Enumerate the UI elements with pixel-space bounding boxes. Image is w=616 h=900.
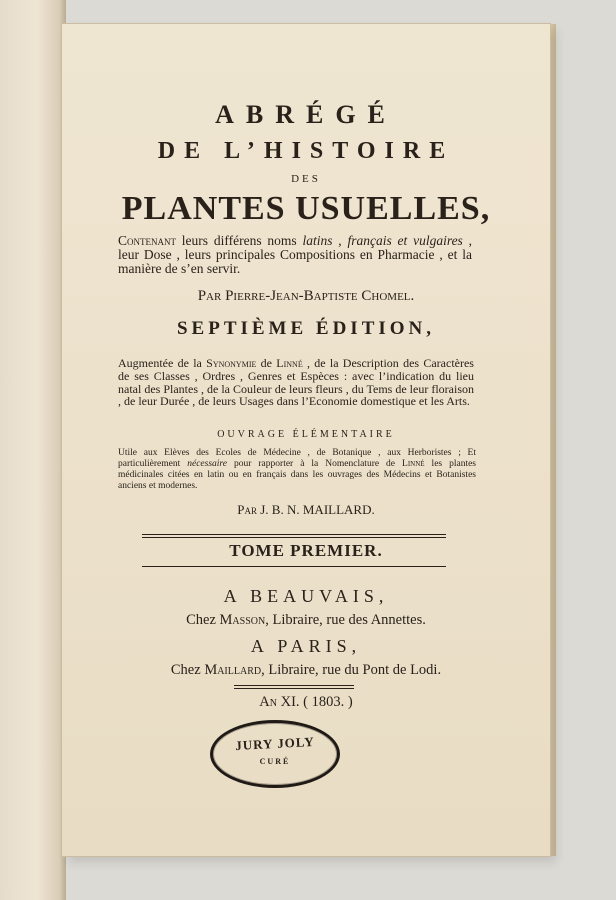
date-text: XI. ( 1803. ) xyxy=(276,694,353,710)
tome-heading: TOME PREMIER. xyxy=(229,541,383,560)
imprint-address: , Libraire, rue du Pont de Lodi. xyxy=(261,662,442,678)
contenant-text: leurs différens noms xyxy=(176,233,303,248)
date-rule xyxy=(234,685,354,686)
title-page xyxy=(62,24,550,856)
editor-prefix: Par xyxy=(237,502,257,517)
utile-paragraph xyxy=(118,448,476,492)
rule-bottom xyxy=(142,566,446,567)
ownership-stamp xyxy=(210,720,340,788)
rule-top-double xyxy=(142,537,446,538)
imprint-chez: Chez xyxy=(170,662,201,678)
date-rule-double xyxy=(234,688,354,689)
imprint-publisher-masson: Masson xyxy=(219,612,266,628)
contenant-latins: latins xyxy=(302,233,333,248)
title-abrege: ABRÉGÉ xyxy=(215,100,397,129)
imprint-city-beauvais: A BEAUVAIS, xyxy=(223,586,389,606)
contenant-text: , leur Dose , leurs principales Compositions en Pharmacie , et la manière de s’en servir. xyxy=(118,233,473,276)
stamp-name: JURY JOLY xyxy=(234,733,316,754)
date-line xyxy=(62,694,550,711)
utile-text: les plantes médicinales citées en latin ou en français dans les ouvrages des Médecins et Botanistes anciens et modernes. xyxy=(118,459,477,491)
author-prefix: Par xyxy=(197,288,222,304)
editor-line xyxy=(62,502,550,518)
editor-name: J. B. N. MAILLARD. xyxy=(260,502,375,517)
augmentee-paragraph xyxy=(118,357,474,408)
imprint-publisher-maillard: Maillard xyxy=(204,662,262,678)
augmentee-linne: Linné xyxy=(276,356,303,370)
utile-text: pour rapporter à la Nomenclature de xyxy=(227,459,403,469)
utile-necessaire: nécessaire xyxy=(187,459,227,469)
imprint-publisher-line-2 xyxy=(62,662,550,679)
title-histoire: DE L’HISTOIRE xyxy=(157,138,455,164)
author-line xyxy=(62,288,550,305)
stamp-subtext: CURÉ xyxy=(259,757,291,766)
date-prefix: An xyxy=(259,694,277,710)
contenant-lead: Contenant xyxy=(118,233,176,248)
contenant-paragraph xyxy=(118,234,472,276)
augmentee-synonymie: Synonymie xyxy=(206,356,257,370)
imprint-publisher-line-1 xyxy=(62,612,550,629)
imprint-address: , Libraire, rue des Annettes. xyxy=(265,612,426,628)
utile-text: Utile aux Elèves des Ecoles de Médecine , de Botanique , aux Herboristes ; Et particulièrement xyxy=(118,448,476,469)
augmentee-text: Augmentée de la xyxy=(118,356,207,370)
utile-linne: Linné xyxy=(402,459,425,469)
rule-top xyxy=(142,534,446,535)
imprint-chez: Chez xyxy=(186,612,216,628)
imprint-city-paris: A PARIS, xyxy=(250,636,362,656)
ouvrage-elementaire: OUVRAGE ÉLÉMENTAIRE xyxy=(217,429,395,440)
page-edge xyxy=(550,24,556,856)
title-plantes-usuelles: PLANTES USUELLES, xyxy=(121,190,491,227)
edition-heading: SEPTIÈME ÉDITION, xyxy=(176,318,436,339)
contenant-francais: français et vulgaires xyxy=(347,233,463,248)
augmentee-text: de xyxy=(256,356,277,370)
title-des: DES xyxy=(291,173,321,185)
contenant-text: , xyxy=(332,233,348,248)
augmentee-text: , de la Description des Caractères de ses Classes , Ordres , Genres et Espèces : avec l’indication du lieu natal des Plantes , de la Couleur de leurs fleurs , du Tems de leur floraison , de leur Durée , de leurs Usages dans l’Economie domestique et les Arts. xyxy=(118,356,474,409)
facing-page-edge xyxy=(0,0,66,900)
author-name: Pierre-Jean-Baptiste Chomel. xyxy=(225,288,415,304)
